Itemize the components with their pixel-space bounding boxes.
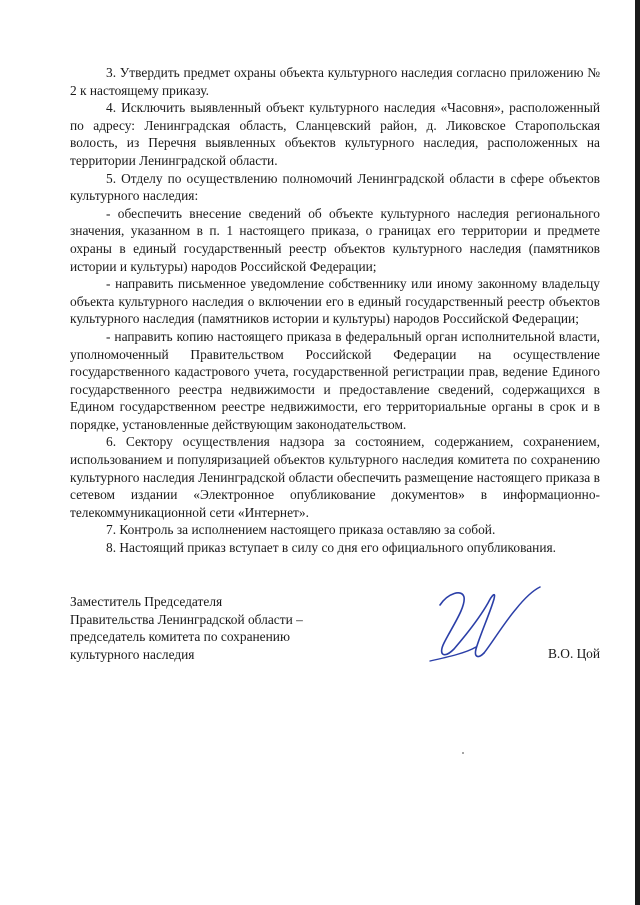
document-body [70,64,600,557]
paragraph-5-item-2: - направить письменное уведомление собственнику или иному законному владельцу объекта культурного наследия о включении его в единый государственный реестр объектов культурного наследия (памятников истории и культуры) народов Российской Федерации; [70,276,600,327]
signatory-title-line: культурного наследия [70,646,195,662]
paragraph-4: 4. Исключить выявленный объект культурного наследия «Часовня», расположенный по адресу: Ленинградская область, Сланцевский район, д. Ликовское Старопольская волость, из Перечня выявленных объектов культурного наследия, расположенных на территории Ленинградской области. [70,100,600,168]
paragraph-5-item-1: - обеспечить внесение сведений об объекте культурного наследия регионального значения, указанном в п. 1 настоящего приказа, о границах его территории и предмете охраны в единый государственный реестр объектов культурного наследия (памятников истории и культуры) народов Российской Федерации; [70,205,600,274]
signatory-title-line: Правительства Ленинградской области – [70,611,303,627]
paragraph-3: 3. Утвердить предмет охраны объекта культурного наследия согласно приложению № 2 к настоящему приказу. [70,65,600,98]
paragraph-6: 6. Сектору осуществления надзора за состоянием, содержанием, сохранением, использованием и популяризацией объектов культурного наследия комитета по сохранению культурного наследия Ленинградской области обеспечить размещение настоящего приказа в сетевом издании «Электронное опубликование документов» в информационно-телекоммуникационной сети «Интернет». [70,434,600,520]
handwritten-signature [418,583,548,673]
signature-block [70,593,600,693]
paragraph-7: 7. Контроль за исполнением настоящего приказа оставляю за собой. [106,522,496,538]
scan-speck [462,752,464,754]
paragraph-5-item-3: - направить копию настоящего приказа в федеральный орган исполнительной власти, уполномоченный Правительством Российской Федерации на осуществление государственного кадастрового учета, государственной регистрации прав, ведение Единого государственного реестра недвижимости и предоставление сведений, содержащихся в Едином государственном реестре недвижимости, его территориальные органы в срок и в порядке, установленные действующим законодательством. [70,328,600,432]
signatory-title-line: председатель комитета по сохранению [70,629,290,645]
signatory-name: В.О. Цой [548,646,600,661]
scan-edge [635,0,640,905]
paragraph-8: 8. Настоящий приказ вступает в силу со дня его официального опубликования. [106,540,556,556]
paragraph-5: 5. Отделу по осуществлению полномочий Ленинградской области в сфере объектов культурного наследия: [70,170,600,204]
signatory-title-line: Заместитель Председателя [70,594,223,609]
